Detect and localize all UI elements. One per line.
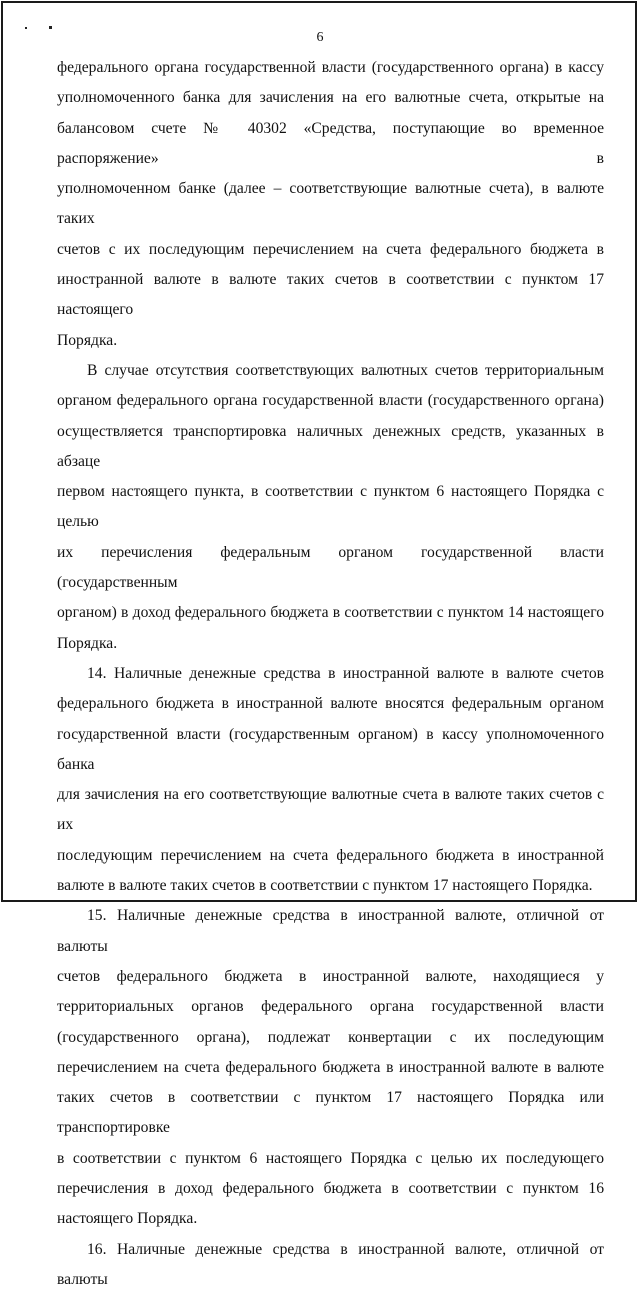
document-body — [57, 53, 604, 1295]
text-line: государственной власти (государственным органом) в кассу уполномоченного банка — [57, 725, 604, 773]
text-line: В случае отсутствия соответствующих валютных счетов территориальным — [87, 361, 604, 379]
text-line: органом) в доход федерального бюджета в соответствии с пунктом 14 настоящего — [57, 604, 604, 622]
text-line: уполномоченного банка для зачисления на его валютные счета, открытые на — [57, 89, 604, 107]
text-line: территориальных органов федерального органа государственной власти — [57, 998, 604, 1016]
text-line: таких счетов в соответствии с пунктом 17 настоящего Порядка или транспортировке — [57, 1089, 604, 1137]
scan-speck — [49, 26, 52, 29]
text-line: счетов федерального бюджета в иностранной валюте, находящиеся у — [57, 967, 604, 985]
text-line: федерального органа государственной власти (государственного органа) в кассу — [57, 59, 604, 76]
paragraph-16 — [57, 1235, 604, 1295]
paragraph-continuation — [57, 53, 604, 356]
text-line: 15. Наличные денежные средства в иностранной валюте, отличной от валюты — [57, 907, 604, 955]
text-line: осуществляется транспортировка наличных денежных средств, указанных в абзаце — [57, 422, 604, 470]
scan-speck — [25, 27, 27, 29]
text-line: перечисления в доход федерального бюджета в соответствии с пунктом 16 — [57, 1179, 604, 1197]
text-line: для зачисления на его соответствующие валютные счета в валюте таких счетов с их — [57, 786, 604, 834]
text-line: Порядка. — [57, 331, 118, 349]
text-line: 14. Наличные денежные средства в иностранной валюте в валюте счетов — [87, 664, 604, 682]
text-line: настоящего Порядка. — [57, 1210, 198, 1228]
text-line: счетов с их последующим перечислением на счета федерального бюджета в — [57, 240, 604, 258]
text-line: федерального бюджета в иностранной валюте вносятся федеральным органом — [57, 695, 604, 713]
text-line: их перечисления федеральным органом государственной власти (государственным — [57, 543, 604, 592]
text-line: первом настоящего пункта, в соответствии с пунктом 6 настоящего Порядка с целью — [57, 483, 604, 531]
text-line: (государственного органа), подлежат конвертации с их последующим — [57, 1028, 604, 1046]
text-line: органом федерального органа государственной власти (государственного органа) — [57, 392, 604, 410]
text-line: перечислением на счета федерального бюджета в иностранной валюте в валюте — [57, 1058, 604, 1076]
text-line: иностранной валюте в валюте таких счетов в соответствии с пунктом 17 настоящего — [57, 271, 604, 319]
text-line: валюте в валюте таких счетов в соответствии с пунктом 17 настоящего Порядка. — [57, 877, 593, 895]
text-line: последующим перечислением на счета федерального бюджета в иностранной — [57, 846, 604, 864]
text-line: уполномоченном банке (далее – соответствующие валютные счета), в валюте таких — [57, 180, 604, 228]
text-line: 16. Наличные денежные средства в иностранной валюте, отличной от валюты — [57, 1240, 604, 1288]
paragraph-absence-of-accounts — [57, 356, 604, 659]
paragraph-15 — [57, 901, 604, 1234]
page-number: 6 — [316, 30, 324, 45]
text-line: балансовом счете № 40302 «Средства, поступающие во временное распоряжение» в — [57, 119, 604, 167]
text-line: в соответствии с пунктом 6 настоящего Порядка с целью их последующего — [57, 1149, 604, 1167]
text-line: Порядка. — [57, 634, 118, 652]
paragraph-14 — [57, 659, 604, 901]
